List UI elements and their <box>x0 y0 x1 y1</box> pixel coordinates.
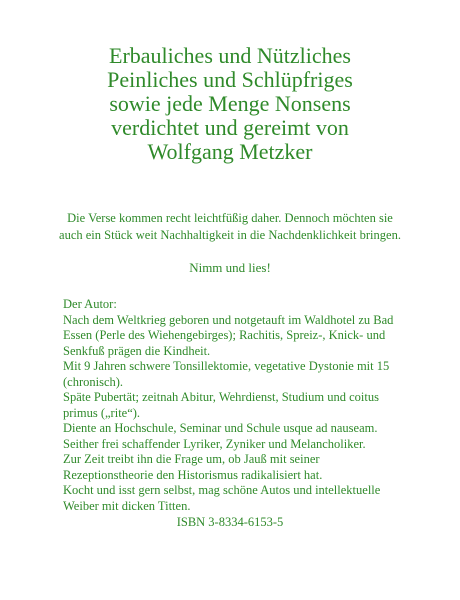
title-line: sowie jede Menge Nonsens <box>109 91 351 116</box>
intro-line: Die Verse kommen recht leichtfüßig daher. Dennoch möchten sie <box>67 211 393 225</box>
author-bio-line: Rezeptionstheorie den Historismus radikalisiert hat. <box>63 467 323 482</box>
author-bio-line: Weiber mit dicken Titten. <box>63 498 191 513</box>
author-bio-line: Essen (Perle des Wiehengebirges); Rachitis, Spreiz-, Knick- und <box>63 328 386 342</box>
title-line: Erbauliches und Nützliches <box>109 43 351 68</box>
author-bio-line: Senkfuß prägen die Kindheit. <box>63 343 211 358</box>
intro-paragraph <box>30 210 430 244</box>
motto: Nimm und lies! <box>189 260 271 275</box>
author-bio-line: Mit 9 Jahren schwere Tonsillektomie, vegetative Dystonie mit 15 <box>63 359 390 373</box>
title-line-author: Wolfgang Metzker <box>147 139 313 164</box>
author-bio-line: Kocht und isst gern selbst, mag schöne Autos und intellektuelle <box>63 483 381 497</box>
author-bio-line: (chronisch). <box>63 374 124 389</box>
author-bio-line: primus („rite“). <box>63 405 141 420</box>
author-bio-line: Späte Pubertät; zeitnah Abitur, Wehrdienst, Studium und coitus <box>63 390 379 404</box>
isbn-number: ISBN 3-8334-6153-5 <box>176 515 284 529</box>
author-bio <box>63 297 423 514</box>
author-bio-line: Nach dem Weltkrieg geboren und notgetauft im Waldhotel zu Bad <box>63 312 394 327</box>
title-line: Peinliches und Schlüpfriges <box>107 67 353 92</box>
author-bio-line: Zur Zeit treibt ihn die Frage um, ob Jauß mit seiner <box>63 452 320 466</box>
title-line: verdichtet und gereimt von <box>111 115 349 140</box>
author-bio-heading: Der Autor: <box>63 297 117 311</box>
intro-line: auch ein Stück weit Nachhaltigkeit in die Nachdenklichkeit bringen. <box>59 228 401 242</box>
author-bio-line: Seither frei schaffender Lyriker, Zyniker und Melancholiker. <box>63 436 366 451</box>
author-bio-line: Diente an Hochschule, Seminar und Schule usque ad nauseam. <box>63 421 378 435</box>
title-block <box>0 44 460 164</box>
